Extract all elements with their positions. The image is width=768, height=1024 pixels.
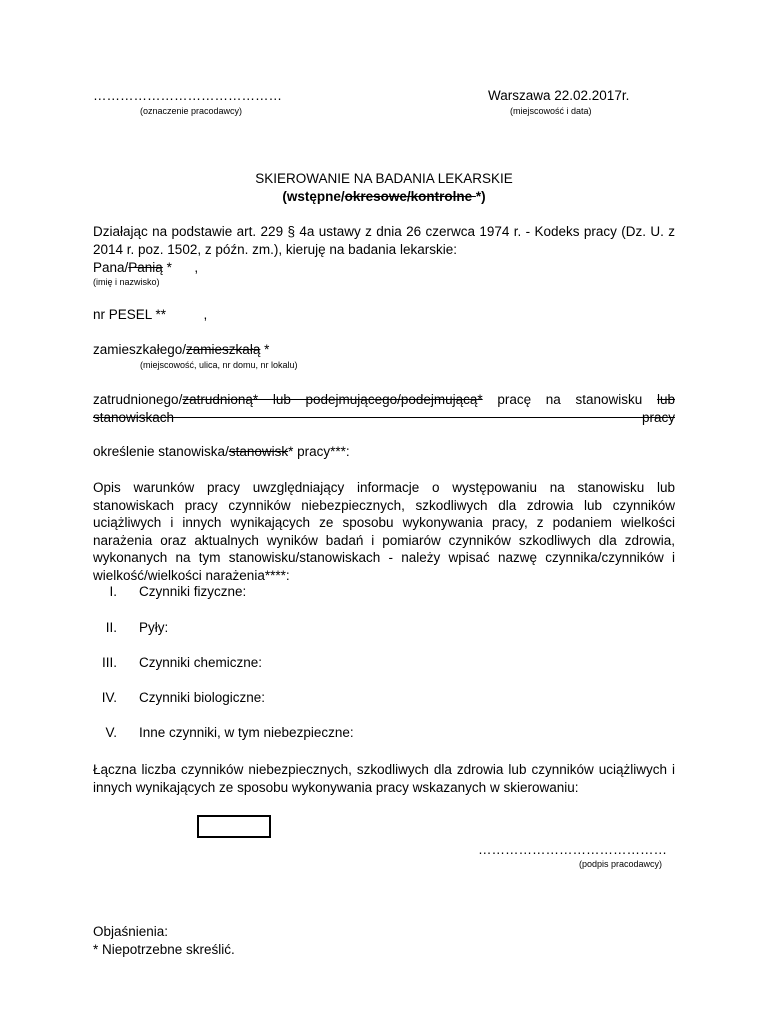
work-conditions-description: Opis warunków pracy uwzględniający informacje o występowaniu na stanowisku lub stanowiskach pracy czynników niebezpiecznych, szkodliwych dla zdrowia lub czynników uciążliwych i innych wynikających ze sposobu wykonywania pracy, z podaniem wielkości narażenia oraz aktualnych wyników badań i pomiarów czynników szkodliwych dla zdrowia, wykonanych na tym stanowisku/stanowiskach - należy wpisać nazwę czynnika/czynników i wielkość/wielkości narażenia****: (93, 480, 675, 583)
notes-title: Objaśnienia: (93, 924, 169, 939)
pesel-line: nr PESEL ** , (93, 307, 208, 322)
employer-dots: …………………………………… (93, 88, 282, 103)
person-name-line: Pana/Panią * , (93, 260, 199, 275)
factor-label: Pyły: (139, 620, 169, 635)
employment-line: zatrudnionego/zatrudnioną* lub podejmującego/podejmującą* pracę na stanowisku lub stanowiskach pracy (93, 392, 675, 425)
place-date: Warszawa 22.02.2017r. (488, 88, 630, 103)
factor-num: I. (109, 584, 117, 599)
factor-num: V. (105, 725, 117, 740)
signature-caption: (podpis pracodawcy) (579, 859, 663, 869)
signature-dots: …………………………………… (478, 842, 667, 857)
factor-label: Czynniki chemiczne: (139, 655, 263, 670)
document-subtitle: (wstępne/okresowe/kontrolne *) (282, 189, 486, 204)
person-name-caption: (imię i nazwisko) (93, 277, 160, 287)
place-date-caption: (miejscowość i data) (510, 106, 592, 116)
document-title: SKIEROWANIE NA BADANIA LEKARSKIE (255, 171, 513, 186)
factor-num: III. (101, 655, 117, 670)
factor-num: II. (105, 620, 117, 635)
notes-item: * Niepotrzebne skreślić. (93, 942, 235, 957)
factor-num: IV. (101, 690, 117, 705)
factor-label: Czynniki biologiczne: (139, 690, 266, 705)
address-line: zamieszkałego/zamieszkałą * (93, 342, 270, 357)
employer-caption: (oznaczenie pracodawcy) (140, 106, 243, 116)
total-factors-paragraph: Łączna liczba czynników niebezpiecznych, szkodliwych dla zdrowia lub czynników uciążliwych i innych wynikających ze sposobu wykonywania pracy wskazanych w skierowaniu: (93, 762, 675, 795)
factor-label: Czynniki fizyczne: (139, 584, 247, 599)
total-factors-box[interactable] (197, 815, 271, 838)
address-caption: (miejscowość, ulica, nr domu, nr lokalu) (140, 360, 298, 370)
intro-paragraph: Działając na podstawie art. 229 § 4a ustawy z dnia 26 czerwca 1974 r. - Kodeks pracy (Dz. U. z 2014 r. poz. 1502, z późn. zm.), kieruję na badania lekarskie: (93, 224, 675, 257)
position-line: określenie stanowiska/stanowisk* pracy***: (93, 444, 350, 459)
factor-label: Inne czynniki, w tym niebezpieczne: (139, 725, 354, 740)
